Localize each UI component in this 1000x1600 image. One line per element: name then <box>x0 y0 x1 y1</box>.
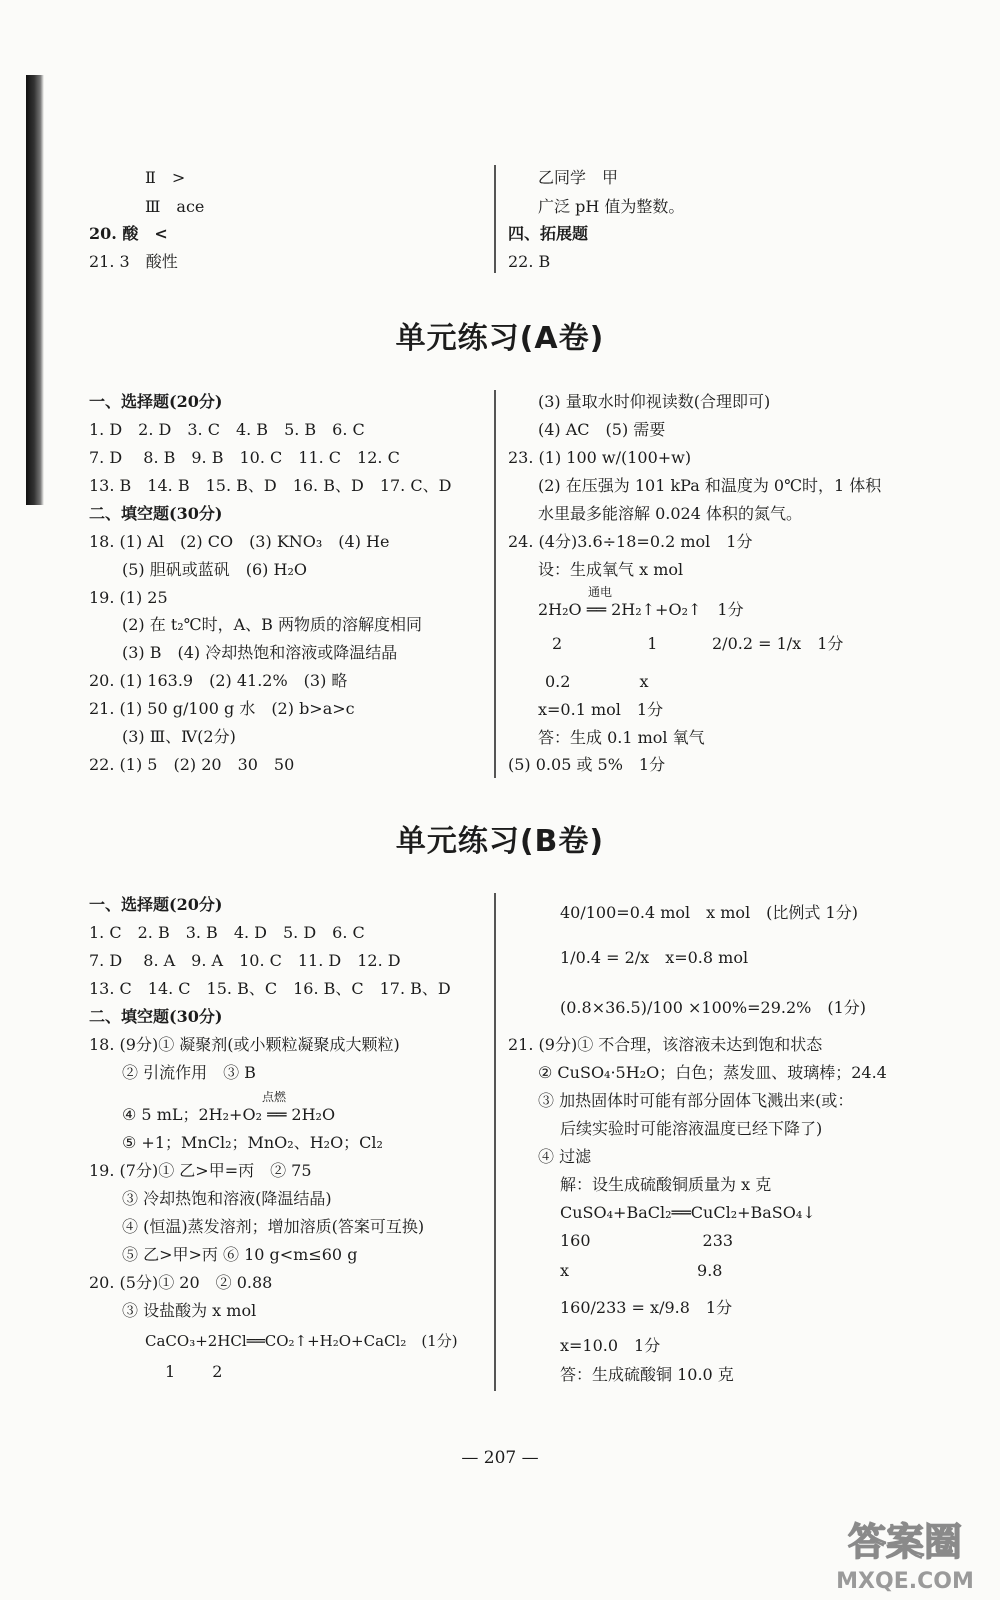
answer-line: 广泛 pH 值为整数。 <box>538 197 685 216</box>
answer-line: x=10.0 1分 <box>560 1336 661 1355</box>
answer-line: 19. (7分)① 乙>甲=丙 ② 75 <box>89 1161 312 1180</box>
section-heading: 四、拓展题 <box>508 224 589 243</box>
equation-line: 2H₂O ══ 2H₂↑+O₂↑ 1分 <box>538 600 744 619</box>
answer-line: (2) 在 t₂℃时，A、B 两物质的溶解度相同 <box>122 615 422 634</box>
section-heading: 二、填空题(30分) <box>89 1007 223 1026</box>
answer-line: 乙同学 甲 <box>538 168 619 187</box>
answer-line: (5) 胆矾或蓝矾 (6) H₂O <box>122 560 307 579</box>
page-number: — 207 — <box>461 1448 539 1468</box>
answer-line: (3) 量取水时仰视读数(合理即可) <box>538 392 771 411</box>
answer-line: 答：生成硫酸铜 10.0 克 <box>560 1365 734 1384</box>
answer-line: 18. (9分)① 凝聚剂(或小颗粒凝聚成大颗粒) <box>89 1035 400 1054</box>
answer-line: ③ 设盐酸为 x mol <box>122 1301 257 1320</box>
answer-line: 13. C 14. C 15. B、C 16. B、C 17. B、D <box>89 979 451 998</box>
condition-label: 点燃 <box>262 1090 287 1104</box>
equation-line: 40/100=0.4 mol x mol (比例式 1分) <box>560 903 858 922</box>
answer-line: ③ 加热固体时可能有部分固体飞溅出来(或： <box>538 1091 854 1110</box>
answer-line: 23. (1) 100 w/(100+w) <box>508 448 692 467</box>
answer-line: 0.2 x <box>545 672 649 691</box>
equation-line: (0.8×36.5)/100 ×100%=29.2% (1分) <box>560 998 867 1017</box>
watermark-text: 答案圈 <box>847 1520 963 1564</box>
answer-line: 24. (4分)3.6÷18=0.2 mol 1分 <box>508 532 753 551</box>
answer-line: (2) 在压强为 101 kPa 和温度为 0℃时，1 体积 <box>538 476 882 495</box>
answer-line: 后续实验时可能溶液温度已经下降了) <box>560 1119 823 1138</box>
answer-line: 1. C 2. B 3. B 4. D 5. D 6. C <box>89 923 365 942</box>
watermark-logo <box>815 1510 995 1595</box>
answer-line: 13. B 14. B 15. B、D 16. B、D 17. C、D <box>89 476 452 495</box>
column-divider <box>494 893 496 1391</box>
answer-line: 水里最多能溶解 0.024 体积的氮气。 <box>538 504 802 523</box>
equation-line: ④ 5 mL；2H₂+O₂ ══ 2H₂O <box>122 1105 336 1124</box>
answer-line: (5) 0.05 或 5% 1分 <box>508 755 666 774</box>
answer-line: 19. (1) 25 <box>89 588 168 607</box>
watermark-url: MXQE.COM <box>836 1569 974 1594</box>
answer-line: 1. D 2. D 3. C 4. B 5. B 6. C <box>89 420 365 439</box>
answer-line: 20. (5分)① 20 ② 0.88 <box>89 1273 273 1292</box>
equation-line: 160/233 = x/9.8 1分 <box>560 1298 733 1317</box>
answer-line: x=0.1 mol 1分 <box>538 700 664 719</box>
answer-line: ④ (恒温)蒸发溶剂；增加溶质(答案可互换) <box>122 1217 425 1236</box>
answer-line: ② CuSO₄·5H₂O；白色；蒸发皿、玻璃棒；24.4 <box>538 1063 887 1082</box>
answer-line: ⑤ 乙>甲>丙 ⑥ 10 g<m≤60 g <box>122 1245 358 1264</box>
answer-line: x 9.8 <box>560 1261 723 1280</box>
answer-line: 21. (1) 50 g/100 g 水 (2) b>a>c <box>89 699 355 718</box>
answer-line: ⑤ +1；MnCl₂；MnO₂、H₂O；Cl₂ <box>122 1133 383 1152</box>
answer-line: Ⅲ ace <box>145 197 205 216</box>
answer-line: 设：生成氧气 x mol <box>538 560 684 579</box>
answer-line: 21. 3 酸性 <box>89 252 178 271</box>
answer-line: ③ 冷却热饱和溶液(降温结晶) <box>122 1189 332 1208</box>
section-heading: 一、选择题(20分) <box>89 895 223 914</box>
section-heading: 二、填空题(30分) <box>89 504 223 523</box>
answer-line: Ⅱ > <box>145 168 186 187</box>
equation-line: CuSO₄+BaCl₂══CuCl₂+BaSO₄↓ <box>560 1203 816 1222</box>
answer-line: 160 233 <box>560 1231 734 1250</box>
answer-line: 1 2 <box>165 1362 223 1381</box>
answer-line: ② 引流作用 ③ B <box>122 1063 256 1082</box>
answer-line: 21. (9分)① 不合理，该溶液未达到饱和状态 <box>508 1035 823 1054</box>
answer-line: 答：生成 0.1 mol 氧气 <box>538 728 705 747</box>
answer-line: 22. B <box>508 252 551 271</box>
answer-line: ④ 过滤 <box>538 1147 592 1166</box>
answer-line: 2 1 <box>552 634 658 653</box>
answer-line: 7. D 8. A 9. A 10. C 11. D 12. D <box>89 951 401 970</box>
binding-shadow <box>26 75 44 505</box>
equation-line: 2/0.2 = 1/x 1分 <box>712 634 844 653</box>
answer-line: 18. (1) Al (2) CO (3) KNO₃ (4) He <box>89 532 390 551</box>
answer-line: (3) B (4) 冷却热饱和溶液或降温结晶 <box>122 643 398 662</box>
section-heading: 一、选择题(20分) <box>89 392 223 411</box>
equation-line: 1/0.4 = 2/x x=0.8 mol <box>560 948 749 967</box>
answer-line: 7. D 8. B 9. B 10. C 11. C 12. C <box>89 448 400 467</box>
column-divider <box>494 390 496 778</box>
answer-line: 20. (1) 163.9 (2) 41.2% (3) 略 <box>89 671 348 690</box>
condition-label: 通电 <box>588 585 613 599</box>
answer-line: (3) Ⅲ、Ⅳ(2分) <box>122 727 236 746</box>
column-divider <box>494 165 496 273</box>
answer-line: 解：设生成硫酸铜质量为 x 克 <box>560 1175 772 1194</box>
answer-line: (4) AC (5) 需要 <box>538 420 666 439</box>
equation-line: CaCO₃+2HCl══CO₂↑+H₂O+CaCl₂ (1分) <box>145 1332 458 1350</box>
answer-line: 20. 酸 < <box>89 224 168 243</box>
section-title-b: 单元练习(B卷) <box>395 824 605 859</box>
section-title-a: 单元练习(A卷) <box>395 321 605 356</box>
answer-line: 22. (1) 5 (2) 20 30 50 <box>89 755 295 774</box>
